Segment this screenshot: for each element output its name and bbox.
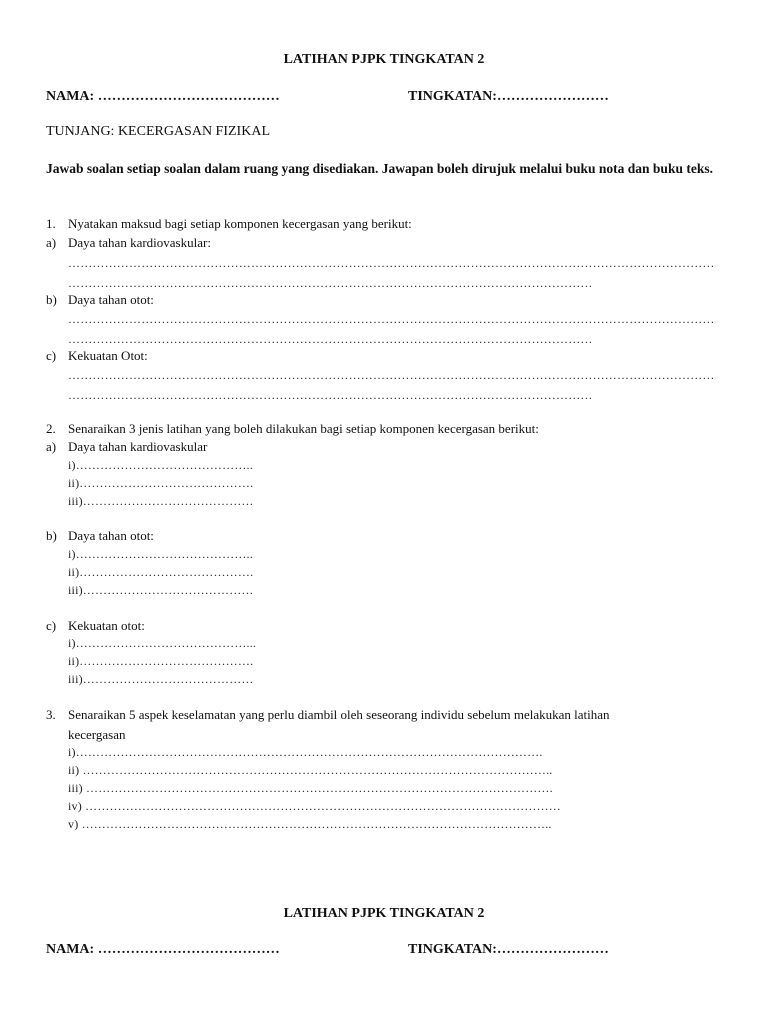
q2c-text: Kekuatan otot: (68, 618, 145, 633)
tunjang-heading: TUNJANG: KECERGASAN FIZIKAL (46, 124, 270, 139)
q2a-answer-1[interactable]: i)…………………………………….. (68, 458, 253, 472)
q1b-label: b) (46, 292, 57, 307)
q3-answer-1[interactable]: i)……………………………………………………………………………………………………. (68, 745, 543, 759)
tingkatan-field-page-2[interactable]: TINGKATAN:…………………… (408, 942, 609, 957)
q3-text: Senaraikan 5 aspek keselamatan yang perlu diambil oleh seseorang individu sebelum melakukan latihan (68, 707, 610, 722)
nama-field-page-2[interactable]: NAMA: ………………………………… (46, 942, 280, 957)
q1b-answer-line-1[interactable]: …………………………………………………………………………………………………………………………………………… (68, 312, 715, 326)
q1c-answer-line-1[interactable]: …………………………………………………………………………………………………………………………………………… (68, 368, 715, 382)
q1a-answer-line-2[interactable]: ………………………………………………………………………………………………………………… (68, 276, 593, 290)
q2-text: Senaraikan 3 jenis latihan yang boleh dilakukan bagi setiap komponen kecergasan berikut: (68, 421, 539, 436)
q2c-answer-2[interactable]: ii)……………………………………. (68, 654, 254, 668)
q2a-text: Daya tahan kardiovaskular (68, 439, 208, 454)
q3-answer-4[interactable]: iv) ……………………………………………………………………………………………………… (68, 799, 561, 813)
q3-text-continued: kecergasan (68, 727, 126, 742)
q3-answer-5[interactable]: v) …………………………………………………………………………………………………….. (68, 817, 552, 831)
q1c-answer-line-2[interactable]: ………………………………………………………………………………………………………………… (68, 388, 593, 402)
q3-number: 3. (46, 707, 56, 722)
q2b-answer-2[interactable]: ii)……………………………………. (68, 565, 254, 579)
q1a-text: Daya tahan kardiovaskular: (68, 235, 211, 250)
q3-answer-2[interactable]: ii) …………………………………………………………………………………………………….. (68, 763, 553, 777)
q2b-answer-3[interactable]: iii)…………………………………… (68, 583, 254, 597)
q2c-answer-3[interactable]: iii)…………………………………… (68, 672, 254, 686)
q2c-label: c) (46, 618, 57, 633)
tingkatan-field[interactable]: TINGKATAN:…………………… (408, 89, 609, 104)
q2c-answer-1[interactable]: i)……………………………………... (68, 636, 257, 650)
q1b-text: Daya tahan otot: (68, 292, 154, 307)
q1-number: 1. (46, 216, 56, 231)
q1b-answer-line-2[interactable]: ………………………………………………………………………………………………………………… (68, 332, 593, 346)
q2b-text: Daya tahan otot: (68, 528, 154, 543)
q1c-label: c) (46, 348, 57, 363)
q3-answer-3[interactable]: iii) ……………………………………………………………………………………………………. (68, 781, 553, 795)
q2a-answer-2[interactable]: ii)……………………………………. (68, 476, 254, 490)
q1c-text: Kekuatan Otot: (68, 348, 148, 363)
q1a-label: a) (46, 235, 57, 250)
q1a-answer-line-1[interactable]: …………………………………………………………………………………………………………………………………………… (68, 256, 715, 270)
worksheet-title: LATIHAN PJPK TINGKATAN 2 (283, 52, 485, 67)
q2a-answer-3[interactable]: iii)…………………………………… (68, 494, 254, 508)
q1-text: Nyatakan maksud bagi setiap komponen kecergasan yang berikut: (68, 216, 412, 231)
q2-number: 2. (46, 421, 56, 436)
q2b-label: b) (46, 528, 57, 543)
instructions: Jawab soalan setiap soalan dalam ruang yang disediakan. Jawapan boleh dirujuk melalui buku nota dan buku teks. (46, 161, 713, 176)
q2b-answer-1[interactable]: i)…………………………………….. (68, 547, 253, 561)
nama-field[interactable]: NAMA: ………………………………… (46, 89, 280, 104)
worksheet-title-page-2: LATIHAN PJPK TINGKATAN 2 (283, 906, 485, 921)
q2a-label: a) (46, 439, 57, 454)
